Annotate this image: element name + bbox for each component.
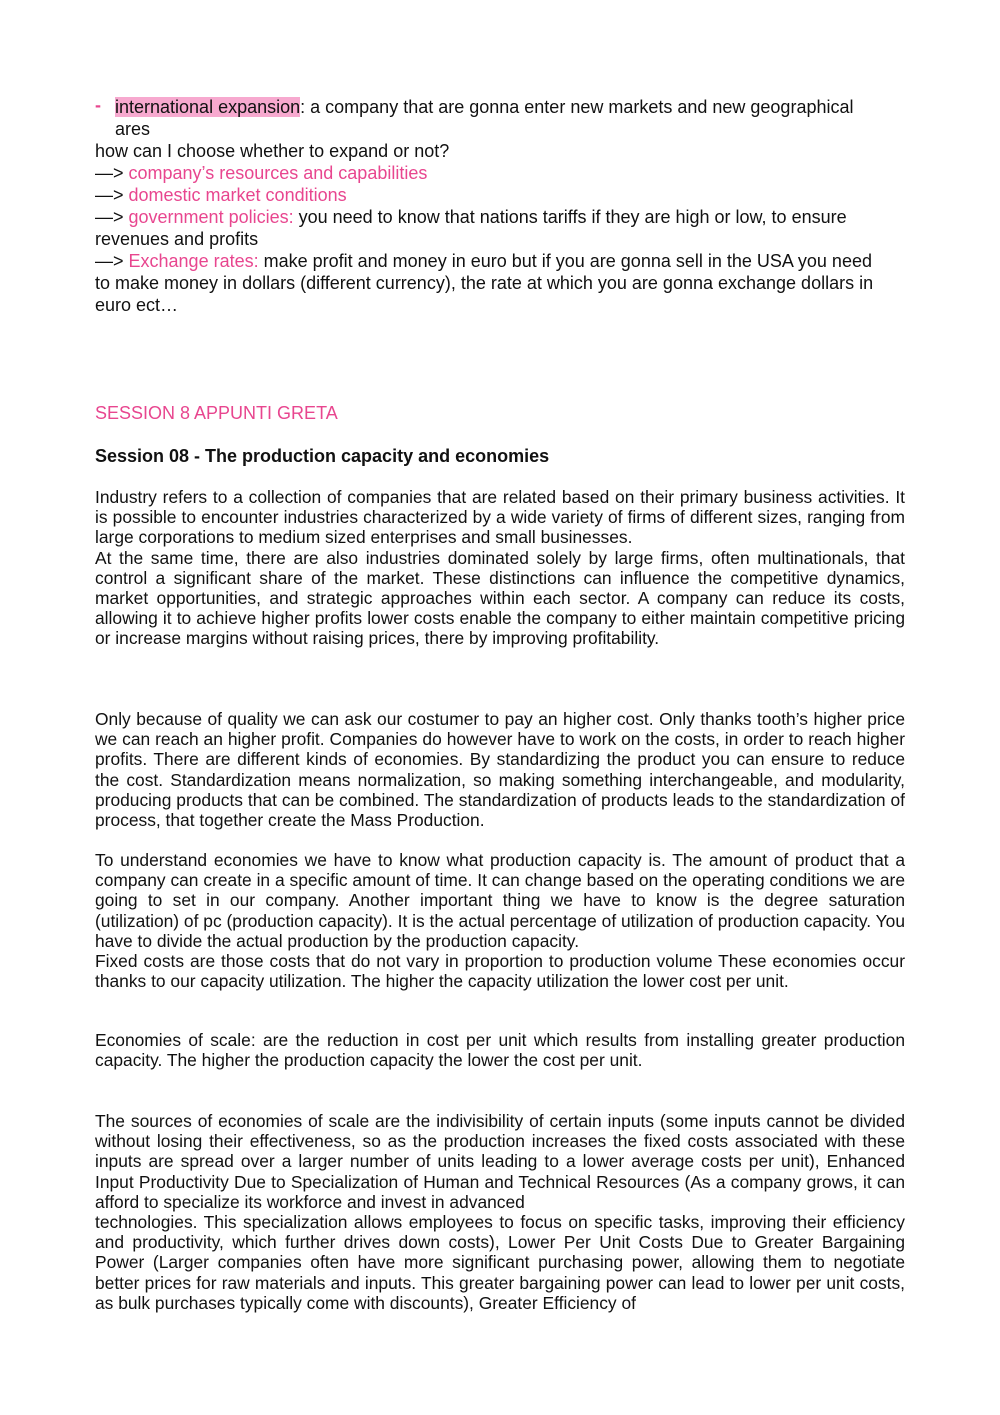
arrow-label: domestic market conditions [128,185,347,205]
paragraph-quality [95,709,905,830]
paragraph-sources [95,1111,905,1313]
session-title: Session 08 - The production capacity and economies [95,446,550,466]
exchange-continuation-1: to make money in dollars (different currency), the rate at which you are gonna exchange dollars in [95,273,874,293]
arrow-text: make profit and money in euro but if you are gonna sell in the USA you need [258,251,872,271]
arrow-glyph: —> [95,185,129,205]
paragraph-text: Only because of quality we can ask our costumer to pay an higher cost. Only thanks tooth’s higher price we can reach an higher profit. Companies do however have to work on the costs, in order to reach higher profits. There are different kinds of economies. By standardizing the product you can ensure to reduce the cost. Standardization means normalization, so making something interchangeable, and modularity, producing products that can be combined. The standardization of products leads to the standardization of process, that together create the Mass Production. [95,709,905,831]
bullet-dash: - [95,95,101,115]
arrow-glyph: —> [95,207,129,227]
arrow-line-resources [95,162,905,184]
government-continuation: revenues and profits [95,229,259,249]
bullet-international-expansion [95,96,905,140]
paragraph-text: Fixed costs are those costs that do not vary in proportion to production volume These economies occur thanks to our capacity utilization. The higher the capacity utilization the lower cost per unit. [95,951,905,992]
paragraph-text: To understand economies we have to know what production capacity is. The amount of product that a company can create in a specific amount of time. It can change based on the operating conditions we are going to set in our company. Another important thing we have to know is the degree saturation (utilization) of pc (production capacity). It is the actual percentage of utilization of production capacity. You have to divide the actual production by the production capacity. [95,850,905,951]
arrow-text: you need to know that nations tariffs if they are high or low, to ensure [293,207,847,227]
arrow-line-government [95,206,905,228]
paragraph-text: The sources of economies of scale are the indivisibility of certain inputs (some inputs cannot be divided without losing their effectiveness, so as the production increases the fixed costs associated with these inputs are spread over a larger number of units leading to a lower average costs per unit), Enhanced Input Productivity Due to Specialization of Human and Technical Resources (As a company grows, it can afford to specialize its workforce and invest in advanced [95,1111,905,1212]
document-page [95,95,905,1313]
arrow-label: Exchange rates: [128,251,259,271]
paragraph-text: At the same time, there are also industries dominated solely by large firms, often multinationals, that control a significant share of the market. These distinctions can influence the competitive dynamics, market opportunities, and strategic approaches within each sector. A company can reduce its costs, allowing it to achieve higher profits lower costs enable the company to either maintain competitive pricing or increase margins without raising prices, there by improving profitability. [95,547,905,649]
paragraph-text: Industry refers to a collection of companies that are related based on their primary business activities. It is possible to encounter industries characterized by a wide variety of firms of different sizes, ranging from large corporations to medium sized enterprises and small businesses. [95,487,905,548]
bullet-text-cont: ares [115,119,151,139]
arrow-line-domestic [95,184,905,206]
paragraph-economies-of-scale [95,1030,905,1070]
paragraph-production-capacity [95,850,905,991]
arrow-glyph: —> [95,251,129,271]
arrow-label: government policies: [128,207,294,227]
highlighted-term: international expansion [115,97,301,117]
arrow-line-exchange [95,250,905,272]
session-label: SESSION 8 APPUNTI GRETA [95,403,338,423]
question-line: how can I choose whether to expand or not? [95,141,450,161]
paragraph-text: Economies of scale: are the reduction in cost per unit which results from installing greater production capacity. The higher the production capacity the lower the cost per unit. [95,1030,905,1071]
paragraph-text: technologies. This specialization allows employees to focus on specific tasks, improving their efficiency and productivity, which further drives down costs), Lower Per Unit Costs Due to Greater Bargaining Power (Larger companies often have more significant purchasing power, allowing them to negotiate better prices for raw materials and inputs. This greater bargaining power can lead to lower per unit costs, as bulk purchases typically come with discounts), Greater Efficiency of [95,1212,905,1313]
bullet-text: : a company that are gonna enter new markets and new geographical [300,97,854,117]
paragraph-industry [95,487,905,649]
arrow-label: company’s resources and capabilities [128,163,428,183]
arrow-glyph: —> [95,163,129,183]
exchange-continuation-2: euro ect… [95,295,179,315]
